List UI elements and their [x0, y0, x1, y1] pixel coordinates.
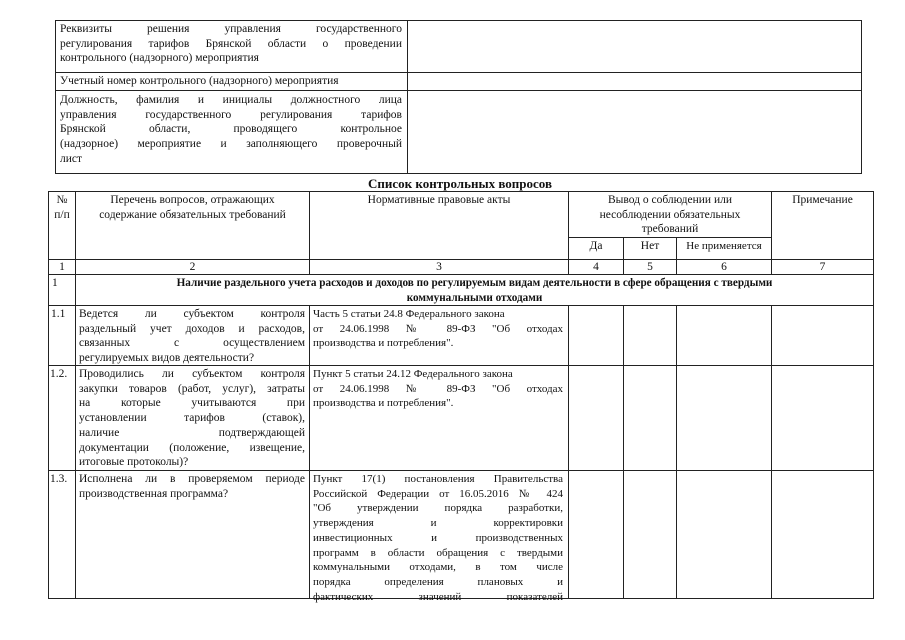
row-act: Часть 5 статьи 24.8 Федерального закона от 24.06.1998 № 89-ФЗ "Об отходах производства и потребления". [313, 308, 563, 350]
header-acts: Нормативные правовые акты [367, 194, 511, 206]
col-number: 1 [59, 261, 65, 273]
group-title: Наличие раздельного учета расходов и доходов по регулируемым видам деятельности в сфере обращения с твердыми коммунальными отходами [176, 277, 773, 304]
answer-na-cell[interactable] [677, 471, 771, 598]
answer-yes-cell[interactable] [569, 306, 623, 365]
answer-no-cell[interactable] [624, 471, 676, 598]
header-not-applicable: Не применяется [686, 240, 762, 252]
header-num: № п/п [54, 194, 70, 221]
row-question: Проводились ли субъектом контроля закупки товаров (работ, услуг), затраты на которые учитываются при установлении тарифов (ставок), наличие подтверждающей документации (положение, извещение, итоговые протоколы)? [79, 368, 305, 469]
row-act: Пункт 5 статьи 24.12 Федерального закона от 24.06.1998 № 89-ФЗ "Об отходах производства и потребления". [313, 368, 563, 410]
note-cell[interactable] [772, 306, 873, 365]
col-number: 7 [819, 261, 826, 273]
answer-na-cell[interactable] [677, 306, 771, 365]
requisites-label-decision: Реквизиты решения управления государственного регулирования тарифов Брянской области о проведении контрольного (надзорного) мероприятия [60, 23, 402, 65]
col-number: 3 [436, 261, 442, 273]
answer-yes-cell[interactable] [569, 366, 623, 470]
col-number: 2 [189, 261, 196, 273]
header-conclusion: Вывод о соблюдении или несоблюдении обязательных требований [599, 194, 741, 236]
col-number: 5 [647, 261, 653, 273]
requisites-label-account-number: Учетный номер контрольного (надзорного) мероприятия [60, 75, 339, 87]
row-num: 1.2. [50, 368, 68, 380]
note-cell[interactable] [772, 366, 873, 470]
header-questions: Перечень вопросов, отражающих содержание обязательных требований [99, 194, 286, 221]
answer-no-cell[interactable] [624, 366, 676, 470]
section-title: Список контрольных вопросов [368, 176, 552, 191]
header-note: Примечание [792, 194, 853, 206]
row-num: 1.1 [51, 308, 66, 320]
requisites-label-official: Должность, фамилия и инициалы должностного лица управления государственного регулирования тарифов Брянской области, проводящего контрольное (надзорное) мероприятие и заполняющего проверочный лист [60, 94, 402, 165]
row-question: Ведется ли субъектом контроля раздельный учет доходов и расходов, связанных с осуществлением регулируемых видов деятельности? [79, 308, 305, 365]
header-no: Нет [640, 240, 660, 252]
answer-yes-cell[interactable] [569, 471, 623, 598]
header-yes: Да [589, 240, 603, 252]
col-number: 4 [593, 261, 599, 273]
col-number: 6 [721, 261, 727, 273]
answer-no-cell[interactable] [624, 306, 676, 365]
row-act: Пункт 17(1) постановления Правительства Российской Федерации от 16.05.2016 № 424 "Об утверждении порядка разработки, утверждения и корректировки инвестиционных и производственных программ в области обращения с твердыми коммунальными отходами, в том числе порядка определения плановых и фактических значений показателей [313, 473, 563, 603]
answer-na-cell[interactable] [677, 366, 771, 470]
row-question: Исполнена ли в проверяемом периоде производственная программа? [79, 473, 305, 500]
note-cell[interactable] [772, 471, 873, 598]
group-num: 1 [52, 277, 58, 289]
row-num: 1.3. [50, 473, 68, 485]
